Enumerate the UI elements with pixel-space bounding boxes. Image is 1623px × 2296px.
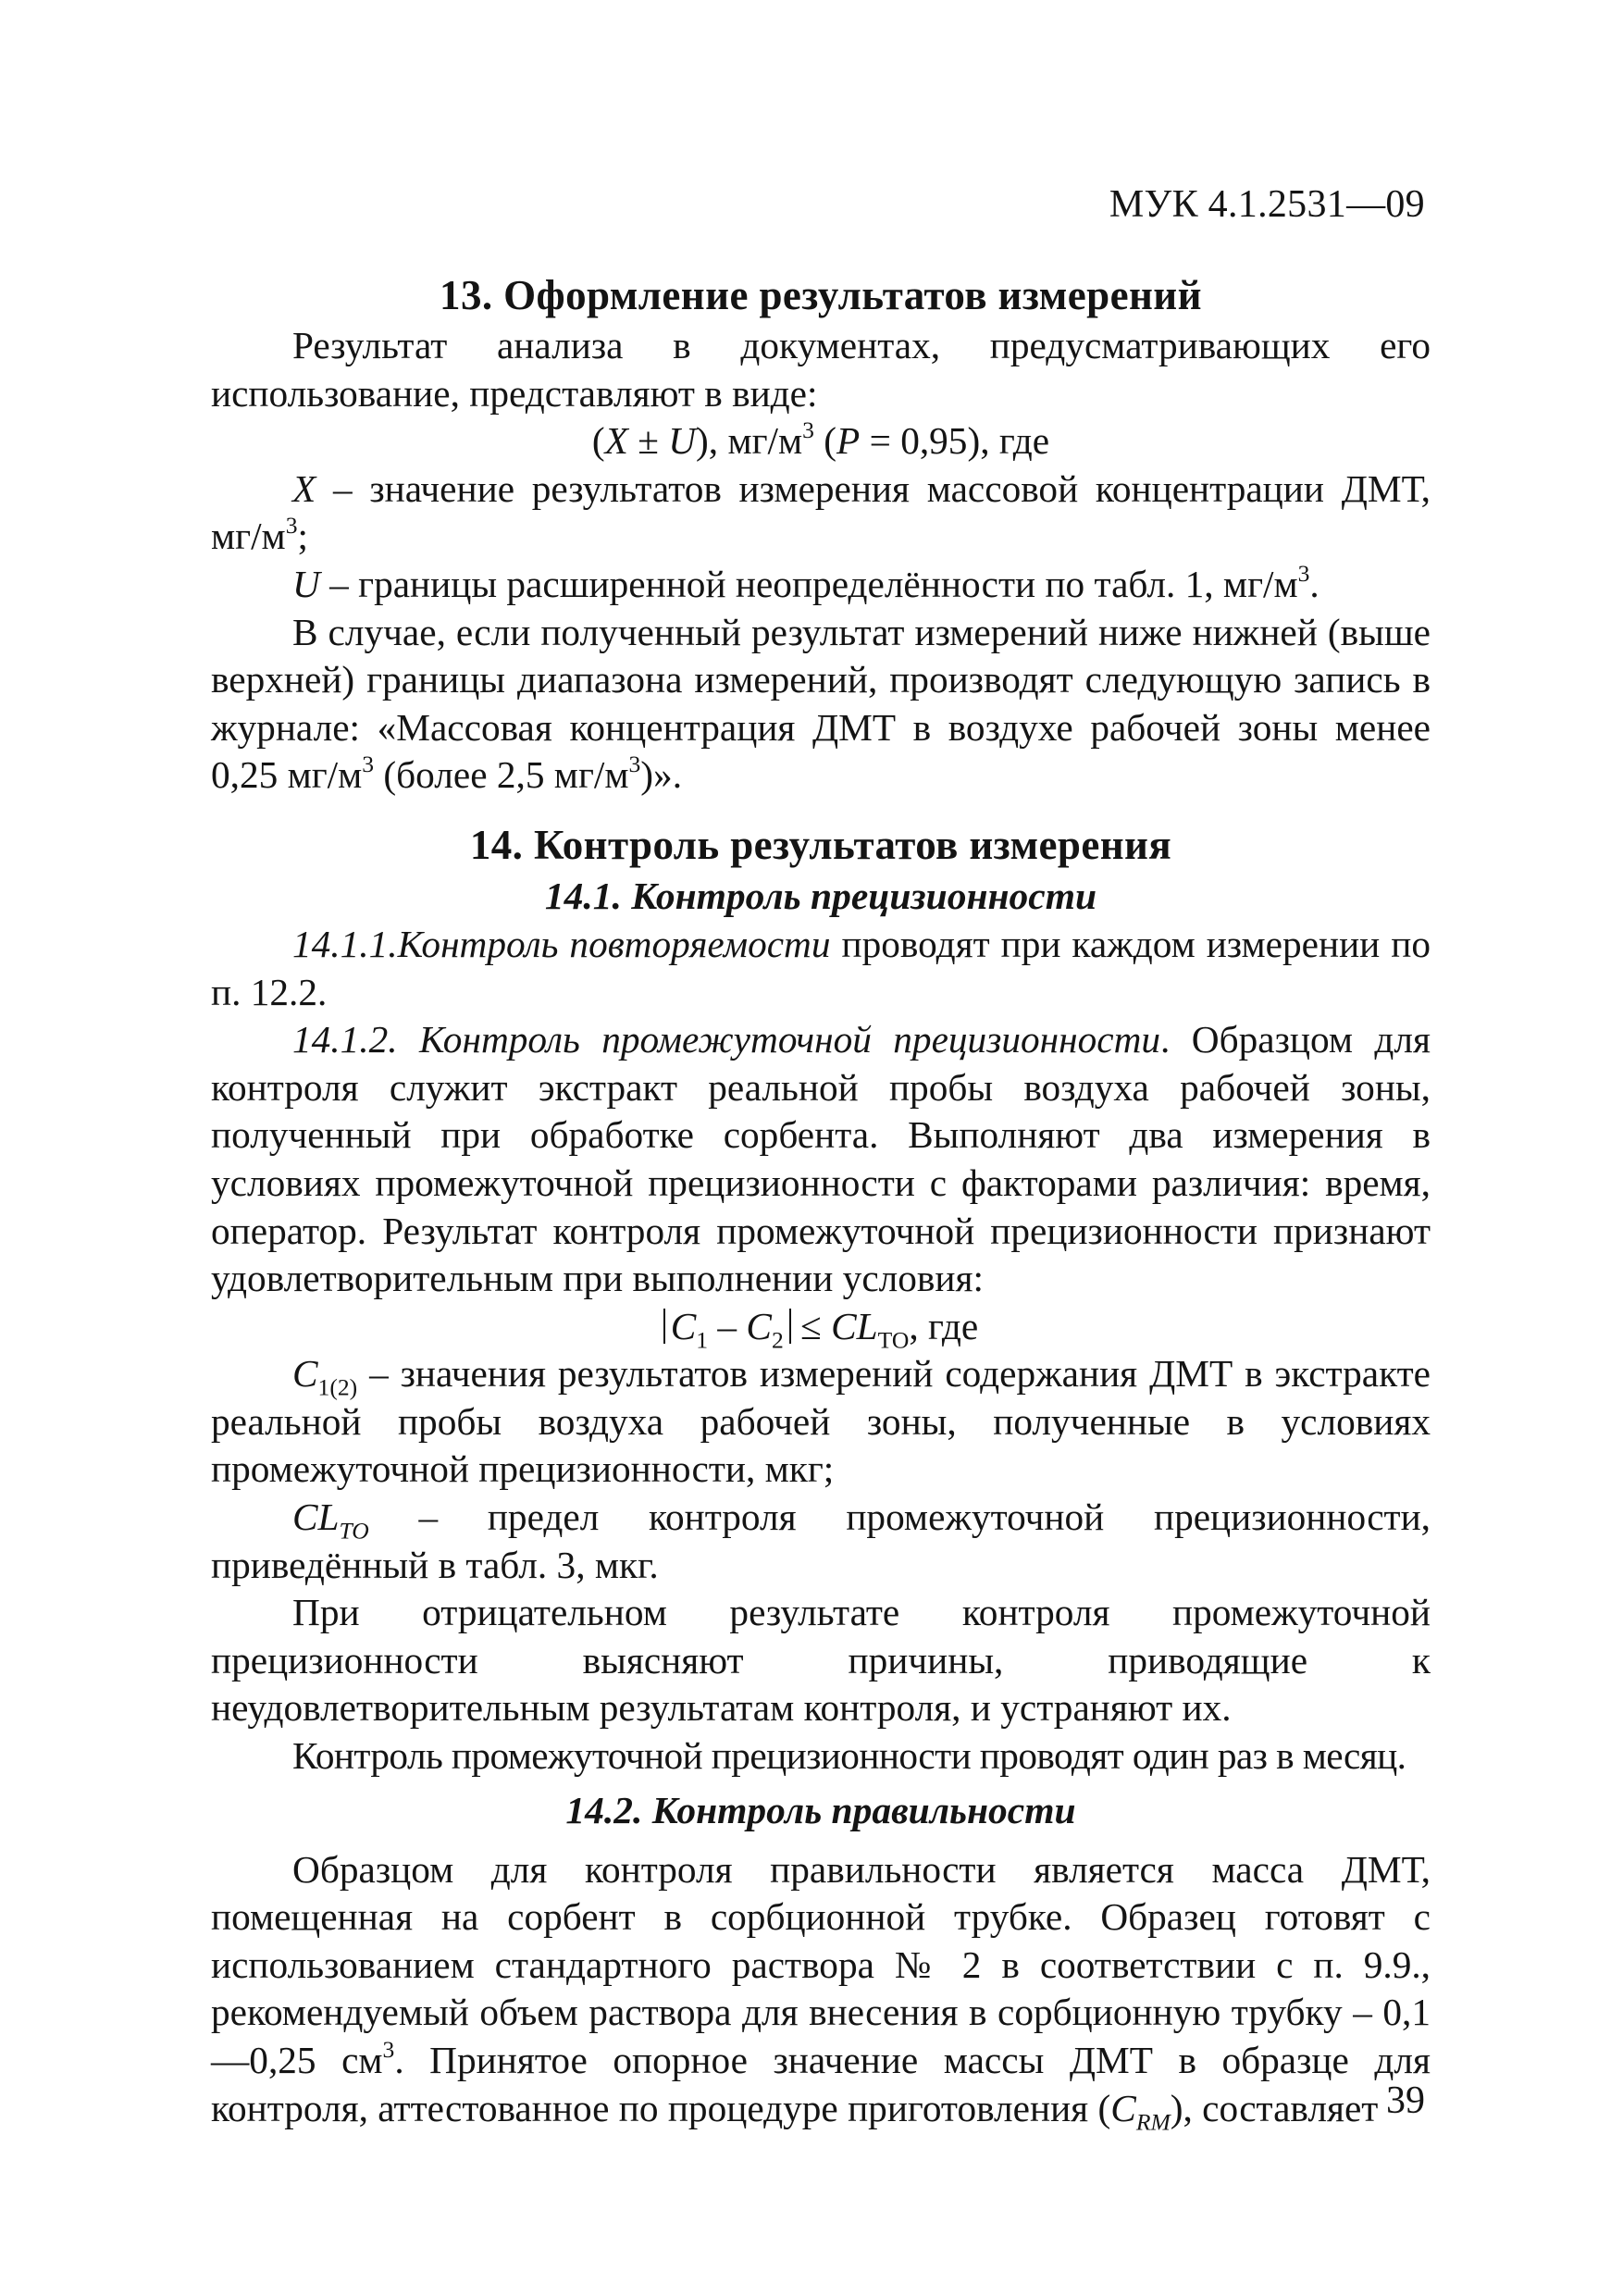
- cond-c2: C: [746, 1304, 772, 1347]
- text-14-1-1: проводят при каждом измерении по п. 12.2.: [211, 922, 1431, 1013]
- formula-p-open: (: [813, 419, 837, 463]
- reference-exp: 3: [382, 2035, 395, 2063]
- formula-x: X: [604, 419, 628, 463]
- result-formula: (X ± U), $мг/м^3$ (P = 0,95), где: [591, 416, 1050, 463]
- cond-cl: CL: [831, 1304, 878, 1347]
- paragraph-reference-sample: [211, 1846, 1431, 2133]
- reference-sub: RM: [1135, 2107, 1171, 2135]
- page-content: [211, 268, 1431, 2135]
- reference-symbol: C: [1110, 2086, 1136, 2129]
- definition-u-exp: 3: [1297, 559, 1310, 587]
- paragraph-result-presentation: Результат анализа в документах, предусматривающих его использование, представляют в виде:: [211, 324, 1431, 415]
- subsection-14-1-title: 14.1. Контроль прецизионности: [544, 874, 1097, 917]
- paragraph-negative-result: При отрицательном результате контроля промежуточной прецизионности выясняют причины, приводящие к неудовлетворительным результатам контроля, и устраняют их.: [211, 1591, 1431, 1730]
- paragraph-out-of-range: [211, 609, 1431, 800]
- cond-cl-sub: ТО: [877, 1325, 910, 1353]
- definition-x-symbol: X: [292, 466, 316, 510]
- formula-p-value: = 0,95), где: [860, 419, 1050, 463]
- definition-x-exp: 3: [285, 512, 298, 540]
- out-of-range-exp-1: 3: [362, 751, 375, 778]
- section-13-title: 13. Оформление результатов измерений: [440, 272, 1202, 318]
- paragraph-14-1-1: [211, 921, 1431, 1016]
- definition-x-text: – значение результатов измерения массовой концентрации ДМТ, мг/м: [211, 466, 1431, 558]
- reference-c: ), составляет: [1170, 2086, 1379, 2129]
- heading-14-1-1: 14.1.1.Контроль повторяемости: [292, 922, 831, 965]
- reference-a: Образцом для контроля правильности является масса ДМТ, помещенная на сорбент в сорбционной трубке. Образец готовят с использованием стандартного раствора № 2 в соответствии с п. 9.9., рекомендуемый объем раствора для внесения в сорбционную трубку – 0,1—0,25 см: [211, 1847, 1431, 2081]
- definition-x: [211, 465, 1431, 561]
- definition-u-symbol: U: [292, 562, 320, 605]
- formula-units: ), мг/м: [696, 419, 803, 463]
- definition-u-text: – границы расширенной неопределённости по табл. 1, мг/м: [319, 562, 1298, 605]
- formula-exp: 3: [802, 416, 814, 443]
- formula-pm: ±: [627, 419, 669, 463]
- cond-c1-sub: 1: [696, 1325, 709, 1353]
- heading-14-1-2: 14.1.2. Контроль промежуточной прецизионности: [292, 1018, 1161, 1061]
- out-of-range-c: )».: [640, 753, 683, 797]
- page-number: 39: [1386, 2079, 1425, 2122]
- definition-cl-symbol: CL: [292, 1496, 340, 1539]
- definition-c-symbol: C: [292, 1352, 318, 1396]
- subsection-14-2-title: 14.2. Контроль правильности: [565, 1788, 1076, 1831]
- reference-b: . Принятое опорное значение массы ДМТ в образце для контроля, аттестованное по процедуре приготовления (: [211, 2039, 1431, 2129]
- formula-u: U: [668, 419, 697, 463]
- definition-c: [211, 1350, 1431, 1494]
- cond-c1: C: [670, 1304, 697, 1347]
- formula-p: P: [836, 419, 861, 463]
- out-of-range-a: В случае, если полученный результат измерений ниже нижней (выше верхней) границы диапазона измерений, производят следующую запись в журнале: «Массовая концентрация ДМТ в воздухе рабочей зоны менее 0,25 мг/м: [211, 610, 1431, 797]
- definition-u-end: .: [1309, 562, 1319, 605]
- cond-c2-sub: 2: [771, 1325, 784, 1353]
- precision-condition: [211, 1303, 1431, 1351]
- section-14-title: 14. Контроль результатов измерения: [469, 821, 1172, 868]
- cond-le: ≤: [790, 1304, 832, 1347]
- paragraph-14-1-2: [211, 1016, 1431, 1303]
- cond-minus: –: [708, 1304, 747, 1347]
- definition-cl: [211, 1494, 1431, 1589]
- definition-u: [211, 561, 1431, 609]
- cond-tail: , где: [909, 1304, 979, 1347]
- definition-c-text: – значения результатов измерений содержания ДМТ в экстракте реальной пробы воздуха рабочей зоны, полученные в условиях промежуточной прецизионности, мкг;: [211, 1352, 1431, 1491]
- out-of-range-exp-2: 3: [628, 751, 641, 778]
- definition-x-end: ;: [297, 515, 308, 558]
- text-14-1-2: . Образцом для контроля служит экстракт реальной пробы воздуха рабочей зоны, полученный при обработке сорбента. Выполняют два измерения в условиях промежуточной прецизионности с факторами различия: время, оператор. Результат контроля промежуточной прецизионности признают удовлетворительным при выполнении условия:: [211, 1018, 1431, 1300]
- definition-cl-sub: TO: [339, 1517, 369, 1545]
- document-code: МУК 4.1.2531—09: [1109, 183, 1425, 226]
- definition-cl-text: – предел контроля промежуточной прецизионности, приведённый в табл. 3, мкг.: [211, 1496, 1431, 1586]
- paragraph-frequency: Контроль промежуточной прецизионности проводят один раз в месяц.: [292, 1734, 1406, 1778]
- absolute-difference: [663, 1304, 791, 1353]
- definition-c-sub: 1(2): [317, 1373, 358, 1401]
- out-of-range-b: (более 2,5 мг/м: [374, 753, 629, 797]
